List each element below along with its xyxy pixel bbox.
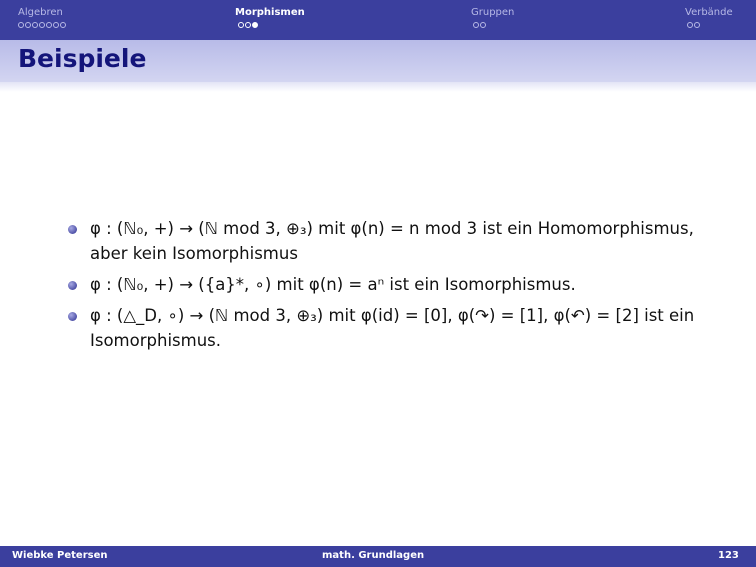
footer-bar <box>0 546 756 567</box>
bullet-icon <box>68 225 77 234</box>
list-item-text: φ : (△_D, ∘) → (ℕ mod 3, ⊕₃) mit φ(id) = [0], φ(↷) = [1], φ(↶) = [2] ist ein Isomorphismus. <box>90 306 695 350</box>
nav-dot[interactable] <box>46 22 52 28</box>
nav-dots-verbaende <box>687 22 700 28</box>
nav-dots-morphismen <box>238 22 258 28</box>
title-bar <box>0 40 756 82</box>
nav-dot[interactable] <box>25 22 31 28</box>
nav-section-morphismen[interactable]: Morphismen <box>235 7 305 18</box>
nav-section-verbaende[interactable]: Verbände <box>685 7 733 18</box>
slide-title: Beispiele <box>18 44 147 73</box>
nav-section-algebren[interactable]: Algebren <box>18 7 63 18</box>
nav-dot[interactable] <box>60 22 66 28</box>
nav-dot[interactable] <box>473 22 479 28</box>
nav-dot[interactable] <box>480 22 486 28</box>
list-item-text: φ : (ℕ₀, +) → ({a}*, ∘) mit φ(n) = aⁿ ist ein Isomorphismus. <box>90 275 576 294</box>
nav-dots-algebren <box>18 22 66 28</box>
nav-dot[interactable] <box>53 22 59 28</box>
list-item-text: φ : (ℕ₀, +) → (ℕ mod 3, ⊕₃) mit φ(n) = n mod 3 ist ein Homomorphismus, aber kein Isomorphismus <box>90 219 694 263</box>
footer-course: math. Grundlagen <box>322 550 425 561</box>
navigation-bar <box>0 0 756 40</box>
title-shadow <box>0 82 756 92</box>
nav-dot[interactable] <box>39 22 45 28</box>
nav-dot[interactable] <box>18 22 24 28</box>
bullet-icon <box>68 312 77 321</box>
nav-dot[interactable] <box>245 22 251 28</box>
nav-dot-current[interactable] <box>252 22 258 28</box>
nav-dot[interactable] <box>32 22 38 28</box>
list-item <box>68 216 708 266</box>
nav-section-gruppen[interactable]: Gruppen <box>471 7 515 18</box>
bullet-list <box>68 216 708 359</box>
nav-dot[interactable] <box>238 22 244 28</box>
nav-dot[interactable] <box>687 22 693 28</box>
list-item <box>68 303 708 353</box>
list-item <box>68 272 708 297</box>
bullet-icon <box>68 281 77 290</box>
footer-author: Wiebke Petersen <box>12 550 108 561</box>
page-number: 123 <box>718 550 739 561</box>
nav-dots-gruppen <box>473 22 486 28</box>
nav-dot[interactable] <box>694 22 700 28</box>
